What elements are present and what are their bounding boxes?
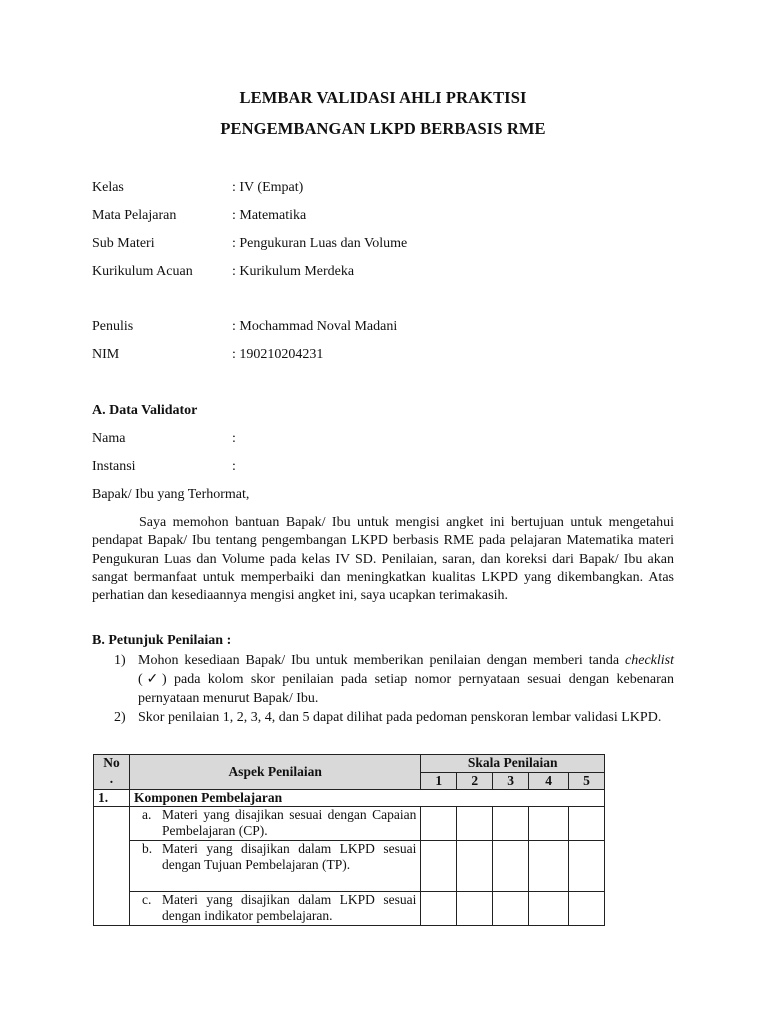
score-cell-5[interactable]	[569, 841, 605, 892]
score-cell-3[interactable]	[493, 892, 529, 926]
document-title-line-2: PENGEMBANGAN LKPD BERBASIS RME	[220, 119, 546, 138]
validator-row-instansi	[92, 459, 236, 475]
aspect-text: Materi yang disajikan dalam LKPD sesuai dengan Tujuan Pembelajaran (TP).	[161, 841, 417, 872]
info-label: Sub Materi	[92, 236, 155, 251]
list-number: 2)	[114, 710, 126, 725]
aspect-text: Materi yang disajikan sesuai dengan Capaian Pembelajaran (CP).	[161, 807, 417, 838]
section-b-heading: B. Petunjuk Penilaian :	[92, 633, 232, 648]
header-scale: Skala Penilaian	[421, 755, 605, 773]
list-number: 1)	[114, 653, 126, 668]
header-no-dot: .	[109, 771, 114, 786]
info-value: : Matematika	[232, 208, 307, 223]
aspect-cell	[129, 807, 420, 841]
score-cell-5[interactable]	[569, 892, 605, 926]
info-label: Mata Pelajaran	[92, 208, 177, 223]
intro-paragraph: Saya memohon bantuan Bapak/ Ibu untuk mengisi angket ini bertujuan untuk mengetahui pendapat Bapak/ Ibu tentang pengembangan LKPD berbasis RME pada pelajaran Matematika materi Pengukuran Luas dan Volume pada kelas IV SD. Penilaian, saran, dan koreksi dari Bapak/ Ibu akan sangat bermanfaat untuk memperbaiki dan meningkatkan kualitas LKPD yang dikembangkan. Atas perhatian dan kesediaannya mengisi angket ini, saya ucapkan terimakasih.	[92, 515, 674, 604]
validator-label: Instansi	[92, 459, 136, 474]
aspect-cell	[129, 892, 420, 926]
validator-row-nama	[92, 431, 236, 447]
list-text	[138, 651, 674, 708]
validator-label: Nama	[92, 431, 126, 446]
validator-value: :	[232, 459, 236, 474]
assessment-table	[93, 754, 605, 926]
info-label: NIM	[92, 347, 120, 362]
table-row	[94, 892, 605, 926]
info-label: Kurikulum Acuan	[92, 264, 193, 279]
header-scale-2: 2	[457, 773, 493, 790]
info-row-nim	[92, 347, 323, 363]
score-cell-4[interactable]	[529, 807, 569, 841]
info-value: : IV (Empat)	[232, 180, 304, 195]
score-cell-4[interactable]	[529, 841, 569, 892]
group-title: Komponen Pembelajaran	[129, 790, 604, 807]
table-group-row	[94, 790, 605, 807]
list-text	[138, 708, 674, 727]
score-cell-4[interactable]	[529, 892, 569, 926]
score-cell-3[interactable]	[493, 807, 529, 841]
score-cell-2[interactable]	[457, 807, 493, 841]
validator-value: :	[232, 431, 236, 446]
header-scale-1: 1	[421, 773, 457, 790]
list-text-post: (✓) pada kolom skor penilaian pada setiap nomor pernyataan sesuai dengan kebenaran pernyataan menurut Bapak/ Ibu.	[138, 672, 674, 706]
group-number: 1.	[94, 790, 130, 807]
header-scale-3: 3	[493, 773, 529, 790]
info-label: Penulis	[92, 319, 134, 334]
score-cell-1[interactable]	[421, 807, 457, 841]
aspect-text: Materi yang disajikan dalam LKPD sesuai dengan indikator pembelajaran.	[161, 892, 417, 923]
info-value: : Pengukuran Luas dan Volume	[232, 236, 408, 251]
section-a-heading: A. Data Validator	[92, 403, 198, 418]
table-row	[94, 841, 605, 892]
score-cell-1[interactable]	[421, 892, 457, 926]
aspect-key: c.	[141, 892, 152, 907]
document-title-line-1: LEMBAR VALIDASI AHLI PRAKTISI	[239, 88, 527, 107]
header-no	[94, 755, 130, 790]
greeting: Bapak/ Ibu yang Terhormat,	[92, 487, 250, 502]
header-scale-4: 4	[529, 773, 569, 790]
info-row-kurikulum	[92, 264, 354, 280]
info-row-mata-pelajaran	[92, 208, 306, 224]
info-label: Kelas	[92, 180, 124, 195]
info-row-sub-materi	[92, 236, 407, 252]
instruction-list	[92, 651, 674, 727]
score-cell-1[interactable]	[421, 841, 457, 892]
score-cell-2[interactable]	[457, 841, 493, 892]
info-value: : Kurikulum Merdeka	[232, 264, 355, 279]
score-cell-3[interactable]	[493, 841, 529, 892]
list-item	[92, 651, 674, 708]
score-cell-5[interactable]	[569, 807, 605, 841]
info-row-kelas	[92, 180, 303, 196]
info-row-penulis	[92, 319, 397, 335]
header-aspect: Aspek Penilaian	[129, 755, 420, 790]
aspect-cell	[129, 841, 420, 892]
info-value: : Mochammad Noval Madani	[232, 319, 398, 334]
aspect-key: a.	[141, 807, 152, 822]
header-no-text: No	[103, 755, 120, 770]
score-cell-2[interactable]	[457, 892, 493, 926]
header-scale-5: 5	[569, 773, 605, 790]
table-row	[94, 807, 605, 841]
list-text-emphasis: checklist	[625, 653, 674, 668]
aspect-key: b.	[141, 841, 153, 856]
list-item	[92, 708, 674, 727]
list-text-pre: Skor penilaian 1, 2, 3, 4, dan 5 dapat dilihat pada pedoman penskoran lembar validasi LKPD.	[138, 710, 662, 725]
empty-number-cell	[94, 807, 130, 926]
info-value: : 190210204231	[232, 347, 324, 362]
list-text-pre: Mohon kesediaan Bapak/ Ibu untuk memberikan penilaian dengan memberi tanda	[138, 653, 626, 668]
